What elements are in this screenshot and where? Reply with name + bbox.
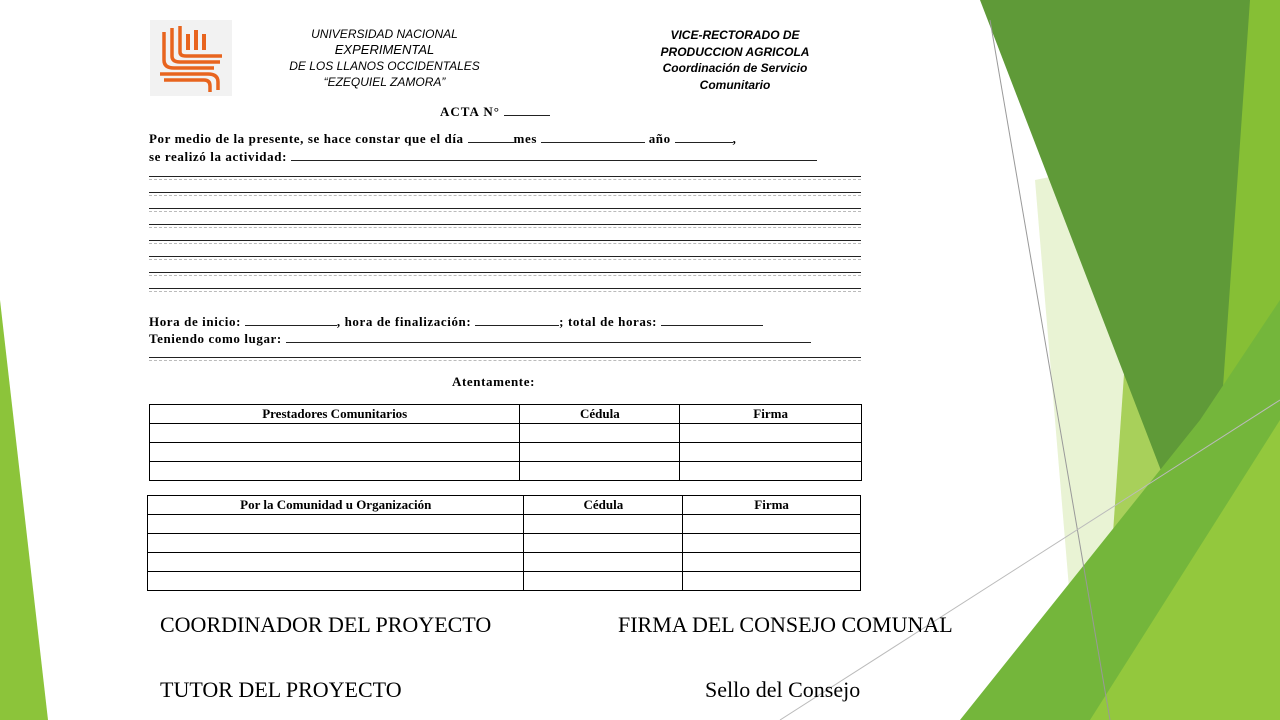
year-blank [675, 130, 733, 143]
column-header: Cédula [524, 496, 683, 515]
table-row [148, 515, 861, 534]
lugar-blank [286, 330, 811, 343]
total-horas-label: ; total de horas: [559, 314, 658, 329]
acta-label: ACTA N° [440, 104, 500, 119]
blank-line [149, 272, 861, 273]
hora-fin-blank [475, 313, 559, 326]
form-line-hours [149, 313, 861, 331]
acta-heading [440, 103, 550, 120]
table-row [150, 462, 862, 481]
table-cell[interactable] [148, 515, 524, 534]
table-header-row [150, 405, 862, 424]
table-cell[interactable] [680, 443, 862, 462]
column-header: Prestadores Comunitarios [150, 405, 520, 424]
form-line-date: Por medio de la presente, se hace constar que el día mes año , [149, 131, 737, 146]
blank-line [149, 240, 861, 241]
table-cell[interactable] [148, 534, 524, 553]
university-line-1: UNIVERSIDAD NACIONAL [311, 27, 458, 41]
blank-line [149, 357, 861, 358]
hora-inicio-blank [245, 313, 337, 326]
form-line-activity [149, 148, 861, 166]
table-row [150, 424, 862, 443]
table-row [148, 534, 861, 553]
table-cell[interactable] [524, 572, 683, 591]
table-row [150, 443, 862, 462]
vice-line-4: Comunitario [699, 77, 771, 92]
acta-number-blank [504, 103, 550, 116]
vice-line-3: Coordinación de Servicio [662, 61, 808, 75]
sello-label: Sello del Consejo [705, 677, 861, 702]
hora-inicio-label: Hora de inicio: [149, 314, 242, 329]
table-cell[interactable] [148, 553, 524, 572]
table-cell[interactable] [683, 572, 861, 591]
table-cell[interactable] [520, 462, 680, 481]
hora-fin-label: , hora de finalización: [336, 314, 472, 329]
table-cell[interactable] [524, 534, 683, 553]
column-header: Por la Comunidad u Organización [148, 496, 524, 515]
blank-line [149, 208, 861, 209]
blank-line [149, 256, 861, 257]
table-cell[interactable] [683, 515, 861, 534]
activity-label: se realizó la actividad: [149, 149, 288, 164]
blank-line [149, 224, 861, 225]
blank-line [149, 176, 861, 177]
date-prefix: Por medio de la presente, se hace constar que el día [149, 131, 464, 146]
firma-consejo-label: FIRMA DEL CONSEJO COMUNAL [618, 612, 953, 637]
university-line-2: EXPERIMENTAL [334, 42, 435, 57]
anio-label: año [648, 131, 671, 146]
table-cell[interactable] [150, 443, 520, 462]
blank-line [149, 288, 861, 289]
form-line-place [149, 330, 861, 348]
tutor-label: TUTOR DEL PROYECTO [160, 677, 402, 702]
vice-line-1: VICE-RECTORADO DE [670, 28, 800, 42]
table-cell[interactable] [680, 462, 862, 481]
total-horas-blank [661, 313, 763, 326]
mes-label: mes [513, 131, 537, 146]
table-row [148, 572, 861, 591]
comunidad-table [147, 495, 861, 591]
table-cell[interactable] [150, 462, 520, 481]
table-cell[interactable] [524, 553, 683, 572]
table-cell[interactable] [150, 424, 520, 443]
university-line-4: “EZEQUIEL ZAMORA” [323, 75, 446, 89]
month-blank [541, 130, 645, 143]
lugar-label: Teniendo como lugar: [149, 331, 282, 346]
university-line-3: DE LOS LLANOS OCCIDENTALES [289, 59, 480, 73]
prestadores-table [149, 404, 862, 481]
table-cell[interactable] [148, 572, 524, 591]
vice-line-2: PRODUCCION AGRICOLA [660, 44, 810, 59]
university-name [262, 26, 507, 90]
table-cell[interactable] [520, 443, 680, 462]
coordinador-label: COORDINADOR DEL PROYECTO [160, 612, 492, 637]
vice-rectorado [620, 27, 850, 93]
column-header: Firma [683, 496, 861, 515]
table-cell[interactable] [683, 534, 861, 553]
table-cell[interactable] [520, 424, 680, 443]
table-header-row [148, 496, 861, 515]
table-cell[interactable] [524, 515, 683, 534]
day-blank [468, 130, 514, 143]
activity-blank [291, 148, 817, 161]
university-logo [150, 20, 232, 96]
column-header: Firma [680, 405, 862, 424]
column-header: Cédula [520, 405, 680, 424]
left-green-stripe [0, 300, 48, 720]
atentamente-label: Atentamente: [452, 374, 536, 389]
blank-line [149, 192, 861, 193]
table-row [148, 553, 861, 572]
table-cell[interactable] [680, 424, 862, 443]
table-cell[interactable] [683, 553, 861, 572]
